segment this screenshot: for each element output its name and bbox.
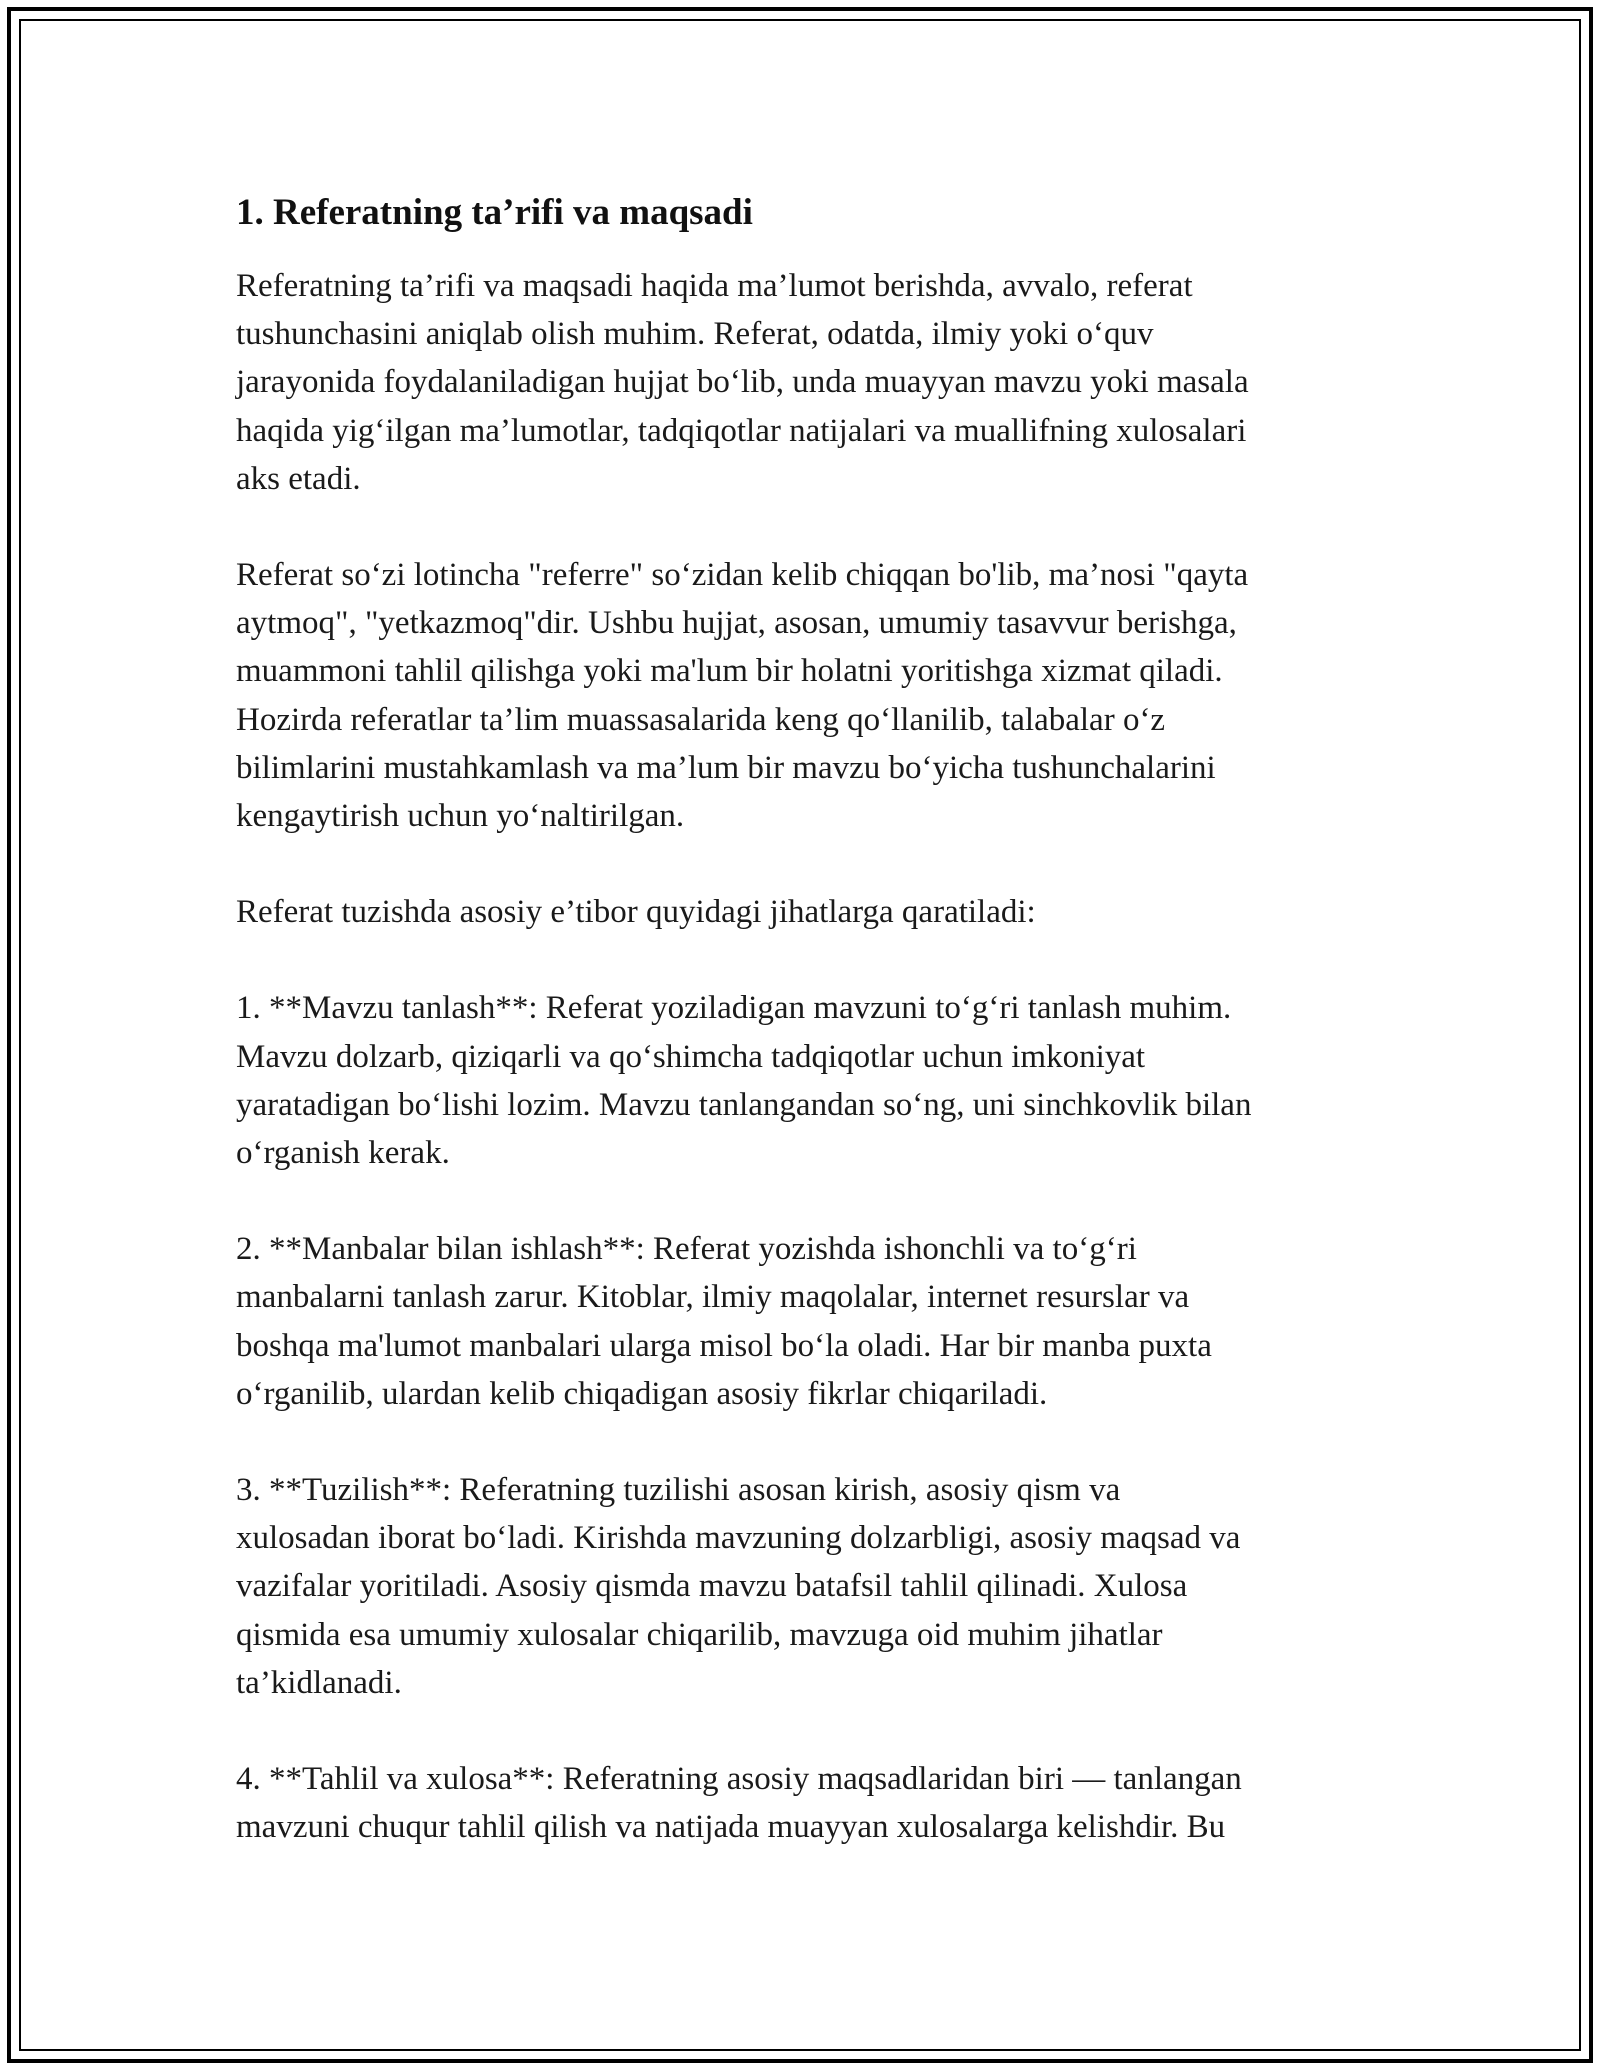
text-line: 2. **Manbalar bilan ishlash**: Referat yozishda ishonchli va to‘g‘ri (236, 1231, 1137, 1268)
text-line: ta’kidlanadi. (236, 1664, 402, 1701)
text-line: qismida esa umumiy xulosalar chiqarilib, mavzuga oid muhim jihatlar (236, 1616, 1163, 1653)
text-line: mavzuni chuqur tahlil qilish va natijada muayyan xulosalarga kelishdir. Bu (236, 1809, 1226, 1846)
text-line: aks etadi. (236, 460, 361, 497)
document-body (236, 190, 1376, 1899)
list-item-structure (236, 1466, 1376, 1707)
text-line: Referat tuzishda asosiy e’tibor quyidagi jihatlarga qaratiladi: (236, 894, 1036, 931)
section-heading: 1. Referatning ta’rifi va maqsadi (236, 192, 753, 233)
paragraph-intro-list (236, 888, 1376, 936)
text-line: aytmoq", "yetkazmoq"dir. Ushbu hujjat, asosan, umumiy tasavvur berishga, (236, 605, 1237, 642)
text-line: 4. **Tahlil va xulosa**: Referatning asosiy maqsadlaridan biri — tanlangan (236, 1761, 1242, 1798)
text-line: o‘rganish kerak. (236, 1135, 450, 1172)
paragraph-etymology (236, 551, 1376, 840)
text-line: yaratadigan bo‘lishi lozim. Mavzu tanlangandan so‘ng, uni sinchkovlik bilan (236, 1086, 1252, 1123)
text-line: manbalarni tanlash zarur. Kitoblar, ilmiy maqolalar, internet resurslar va (236, 1279, 1190, 1316)
text-line: tushunchasini aniqlab olish muhim. Referat, odatda, ilmiy yoki o‘quv (236, 316, 1154, 353)
text-line: Hozirda referatlar ta’lim muassasalarida keng qo‘llanilib, talabalar o‘z (236, 701, 1166, 738)
text-line: 3. **Tuzilish**: Referatning tuzilishi asosan kirish, asosiy qism va (236, 1472, 1121, 1509)
text-line: Mavzu dolzarb, qiziqarli va qo‘shimcha tadqiqotlar uchun imkoniyat (236, 1038, 1146, 1075)
text-line: Referatning ta’rifi va maqsadi haqida ma’lumot berishda, avvalo, referat (236, 268, 1193, 304)
text-line: Referat so‘zi lotincha "referre" so‘zidan kelib chiqqan bo'lib, ma’nosi "qayta (236, 557, 1249, 594)
list-item-sources (236, 1225, 1376, 1418)
text-line: muammoni tahlil qilishga yoki ma'lum bir holatni yoritishga xizmat qiladi. (236, 653, 1223, 690)
text-line: vazifalar yoritiladi. Asosiy qismda mavzu batafsil tahlil qilinadi. Xulosa (236, 1568, 1188, 1605)
list-item-analysis (236, 1755, 1376, 1851)
list-item-topic (236, 984, 1376, 1177)
text-line: boshqa ma'lumot manbalari ularga misol bo‘la oladi. Har bir manba puxta (236, 1327, 1212, 1364)
text-line: kengaytirish uchun yo‘naltirilgan. (236, 798, 685, 835)
text-line: jarayonida foydalaniladigan hujjat bo‘lib, unda muayyan mavzu yoki masala (236, 364, 1249, 401)
text-line: bilimlarini mustahkamlash va ma’lum bir mavzu bo‘yicha tushunchalarini (236, 749, 1216, 786)
text-line: xulosadan iborat bo‘ladi. Kirishda mavzuning dolzarbligi, asosiy maqsad va (236, 1520, 1241, 1557)
text-line: haqida yig‘ilgan ma’lumotlar, tadqiqotlar natijalari va muallifning xulosalari (236, 412, 1247, 449)
paragraph-definition (236, 262, 1376, 503)
text-line: 1. **Mavzu tanlash**: Referat yoziladigan mavzuni to‘g‘ri tanlash muhim. (236, 990, 1232, 1027)
text-line: o‘rganilib, ulardan kelib chiqadigan asosiy fikrlar chiqariladi. (236, 1375, 1048, 1412)
